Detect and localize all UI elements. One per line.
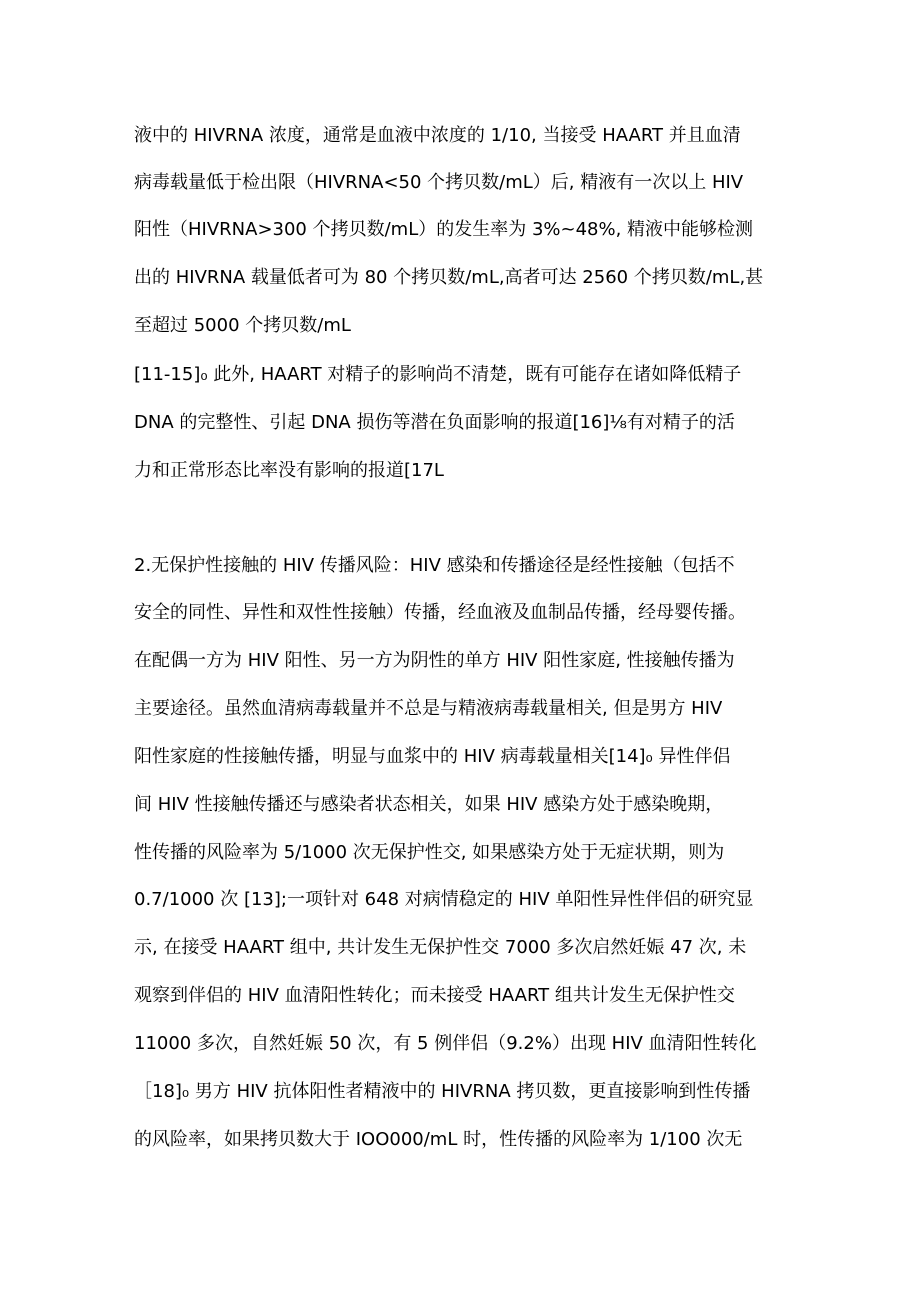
- text-line: 示, 在接受 HAART 组中, 共计发生无保护性交 7000 多次启然妊娠 47 次, 未: [134, 937, 747, 958]
- text-line: 液中的 HIVRNA 浓度，通常是血液中浓度的 1/10, 当接受 HAART 并且血清: [134, 125, 741, 146]
- text-line: 在配偶一方为 HIV 阳性、另一方为阴性的单方 HIV 阳性家庭, 性接触传播为: [134, 650, 735, 671]
- text-line: 主要途径。虽然血清病毒载量并不总是与精液病毒载量相关, 但是男方 HIV: [134, 698, 723, 719]
- text-line: 2.无保护性接触的 HIV 传播风险：HIV 感染和传播途径是经性接触（包括不: [134, 555, 735, 576]
- text-line: 间 HIV 性接触传播还与感染者状态相关，如果 HIV 感染方处于感染晚期，: [134, 794, 724, 815]
- text-line: 阳性（HIVRNA>300 个拷贝数/mL）的发生率为 3%~48%, 精液中能够检测: [134, 219, 754, 240]
- text-line: 0.7/1000 次 [13];一项针对 648 对病情稳定的 HIV 单阳性异性伴侣的研究显: [134, 889, 754, 910]
- text-line: 安全的同性、异性和双性性接触）传播，经血液及血制品传播，经母婴传播。: [134, 602, 746, 623]
- text-line: [11-15]₀ 此外, HAART 对精子的影响尚不清楚，既有可能存在诸如降低精子: [134, 364, 742, 385]
- text-line: 至超过 5000 个拷贝数/mL: [134, 315, 351, 336]
- text-line: 观察到伴侣的 HIV 血清阳性转化；而未接受 HAART 组共计发生无保护性交: [134, 985, 735, 1006]
- text-line: 11000 多次，自然妊娠 50 次，有 5 例伴侣（9.2%）出现 HIV 血清阳性转化: [134, 1033, 757, 1054]
- text-line: 阳性家庭的性接触传播，明显与血浆中的 HIV 病毒载量相关[14]₀ 异性伴侣: [134, 746, 731, 767]
- text-line: 病毒载量低于检出限（HIVRNA<50 个拷贝数/mL）后, 精液有一次以上 HIV: [134, 172, 744, 193]
- text-line: 的风险率，如果拷贝数大于 IOO000/mL 时，性传播的风险率为 1/100 次无: [134, 1129, 743, 1150]
- text-line: DNA 的完整性、引起 DNA 损伤等潜在负面影响的报道[16]⅛有对精子的活: [134, 412, 735, 433]
- text-line: 性传播的风险率为 5/1000 次无保护性交, 如果感染方处于无症状期，则为: [134, 842, 725, 863]
- text-line: 力和正常形态比率没有影响的报道[17L: [134, 460, 444, 481]
- text-line: ［18]₀ 男方 HIV 抗体阳性者精液中的 HIVRNA 拷贝数，更直接影响到性传播: [134, 1081, 751, 1102]
- text-line: 出的 HIVRNA 载量低者可为 80 个拷贝数/mL,高者可达 2560 个拷贝数/mL,甚: [134, 267, 764, 288]
